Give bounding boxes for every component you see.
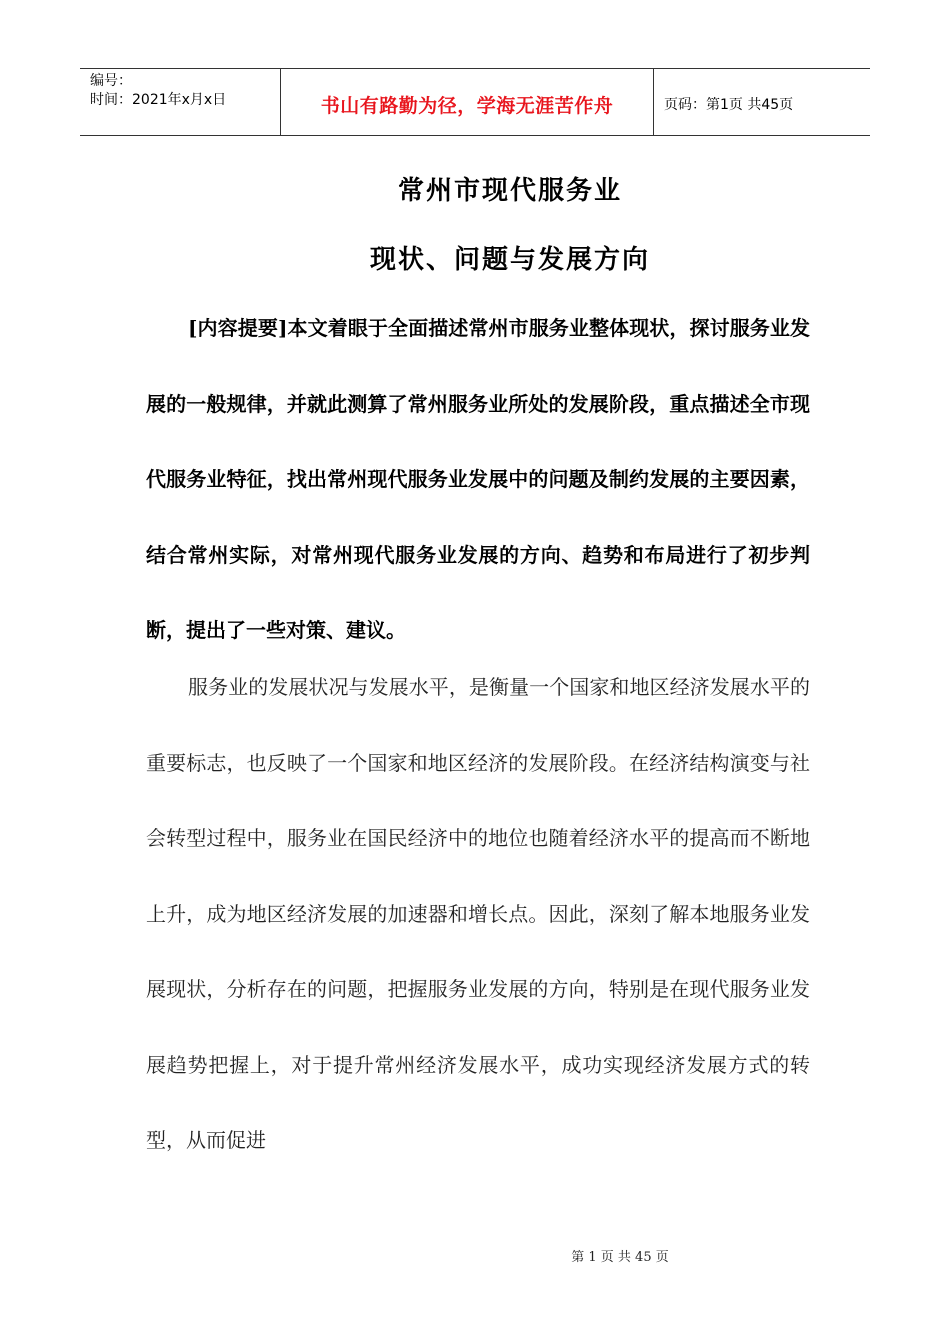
abstract-paragraph: [内容提要]本文着眼于全面描述常州市服务业整体现状，探讨服务业发展的一般规律，并就此测算了常州服务业所处的发展阶段，重点描述全市现代服务业特征，找出常州现代服务业发展中的问题及制约发展的主要因素，结合常州实际，对常州现代服务业发展的方向、趋势和布局进行了初步判断，提出了一些对策、建议。	[146, 316, 810, 642]
header-motto-cell	[281, 69, 654, 135]
header-page-cell	[654, 69, 870, 135]
header-meta-cell	[80, 69, 281, 135]
body-paragraph: 服务业的发展状况与发展水平，是衡量一个国家和地区经济发展水平的重要标志，也反映了一个国家和地区经济的发展阶段。在经济结构演变与社会转型过程中，服务业在国民经济中的地位也随着经济水平的提高而不断地上升，成为地区经济发展的加速器和增长点。因此，深刻了解本地服务业发展现状，分析存在的问题，把握服务业发展的方向，特别是在现代服务业发展趋势把握上，对于提升常州经济发展水平，成功实现经济发展方式的转型，从而促进	[146, 675, 810, 1152]
document-title: 常州市现代服务业	[397, 176, 622, 206]
page-header	[80, 68, 870, 136]
motto-text: 书山有路勤为径，学海无涯苦作舟	[320, 94, 614, 117]
serial-label: 编号：	[90, 73, 132, 89]
document-subtitle: 现状、问题与发展方向	[369, 245, 650, 275]
date-label: 时间：2021年x月x日	[90, 92, 227, 108]
page-info: 页码：第1页 共45页	[664, 97, 794, 113]
page-footer: 第 1 页 共 45 页	[571, 1250, 669, 1265]
